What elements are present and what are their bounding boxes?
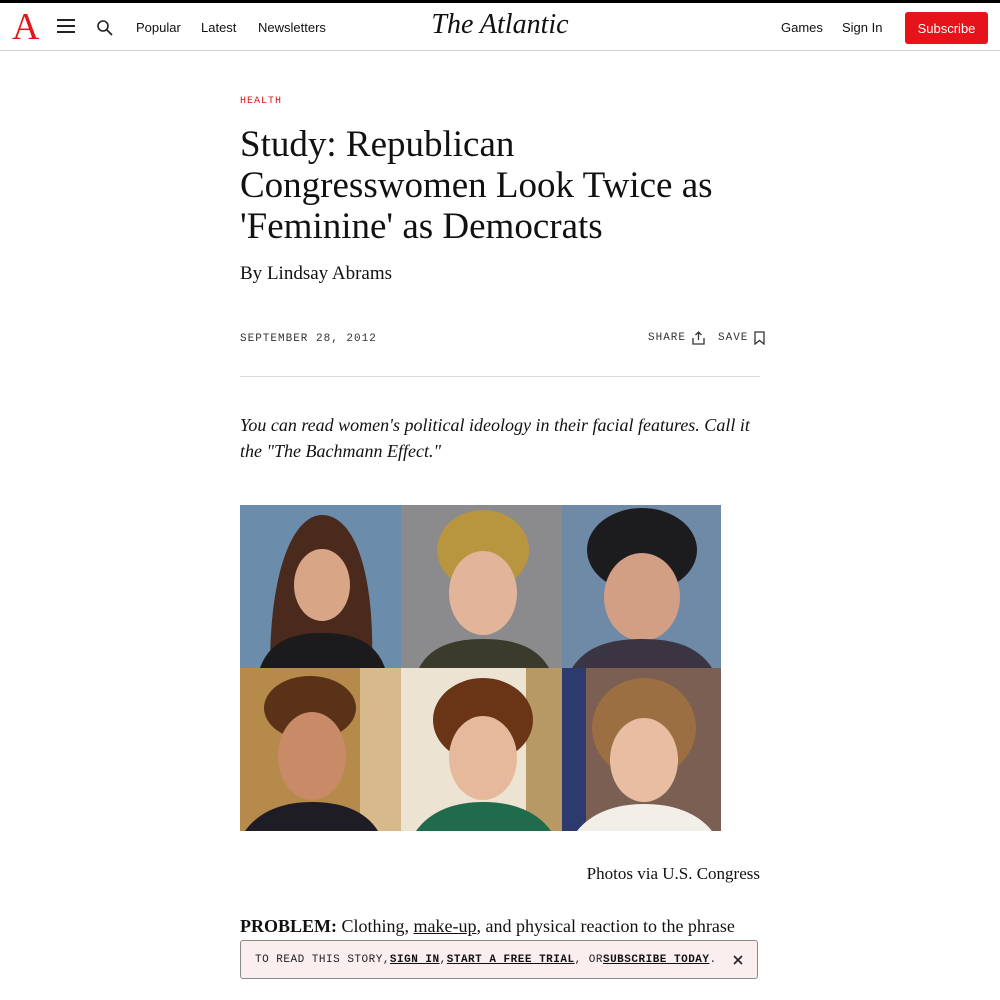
paywall-prefix: TO READ THIS STORY, (255, 953, 390, 966)
article-headline: Study: Republican Congresswomen Look Twice as 'Feminine' as Democrats (240, 124, 713, 247)
byline-prefix: By (240, 263, 263, 284)
close-icon[interactable] (731, 953, 745, 967)
save-label: SAVE (718, 332, 749, 344)
portrait-4 (240, 668, 401, 831)
share-button[interactable] (648, 331, 705, 345)
bookmark-icon (754, 331, 765, 345)
masthead[interactable]: The Atlantic (431, 9, 569, 40)
atlantic-logo[interactable]: A (12, 6, 40, 48)
paywall-sep-1: , (439, 953, 447, 966)
divider (240, 376, 760, 377)
save-button[interactable] (718, 331, 765, 345)
sign-in-link[interactable]: Sign In (842, 20, 883, 35)
share-icon (692, 331, 705, 345)
portrait-5 (401, 668, 562, 831)
makeup-link[interactable]: make-up (413, 916, 477, 936)
nav-popular[interactable]: Popular (136, 20, 181, 35)
article-body (240, 912, 760, 940)
author-link[interactable]: Lindsay Abrams (266, 263, 393, 284)
paywall-subscribe-link[interactable]: SUBSCRIBE TODAY (602, 953, 710, 966)
body-text-1: Clothing, (337, 916, 414, 936)
subscribe-button[interactable]: Subscribe (905, 12, 988, 44)
paywall-suffix: . (709, 953, 717, 966)
publish-date: SEPTEMBER 28, 2012 (240, 333, 377, 345)
nav-latest[interactable]: Latest (201, 20, 237, 35)
nav-games[interactable]: Games (781, 20, 823, 35)
site-header (0, 0, 1000, 51)
congresswomen-photo-grid (240, 505, 721, 831)
section-label[interactable]: HEALTH (240, 96, 283, 107)
portrait-6 (562, 668, 721, 831)
paywall-banner (240, 940, 758, 979)
paywall-sep-2: , OR (574, 953, 603, 966)
portrait-1 (240, 505, 401, 668)
paywall-free-trial-link[interactable]: START A FREE TRIAL (446, 953, 575, 966)
body-lead-bold: PROBLEM: (240, 916, 337, 936)
share-label: SHARE (648, 332, 687, 344)
nav-newsletters[interactable]: Newsletters (258, 20, 326, 35)
body-text-2: , and physical reaction to the phrase (476, 916, 735, 936)
portrait-3 (562, 505, 721, 668)
portrait-2 (401, 505, 562, 668)
paywall-sign-in-link[interactable]: SIGN IN (389, 953, 440, 966)
photo-caption: Photos via U.S. Congress (586, 864, 760, 883)
article-dek: You can read women's political ideology in their facial features. Call it the "The Bachmann Effect." (240, 415, 750, 461)
byline (240, 263, 392, 285)
